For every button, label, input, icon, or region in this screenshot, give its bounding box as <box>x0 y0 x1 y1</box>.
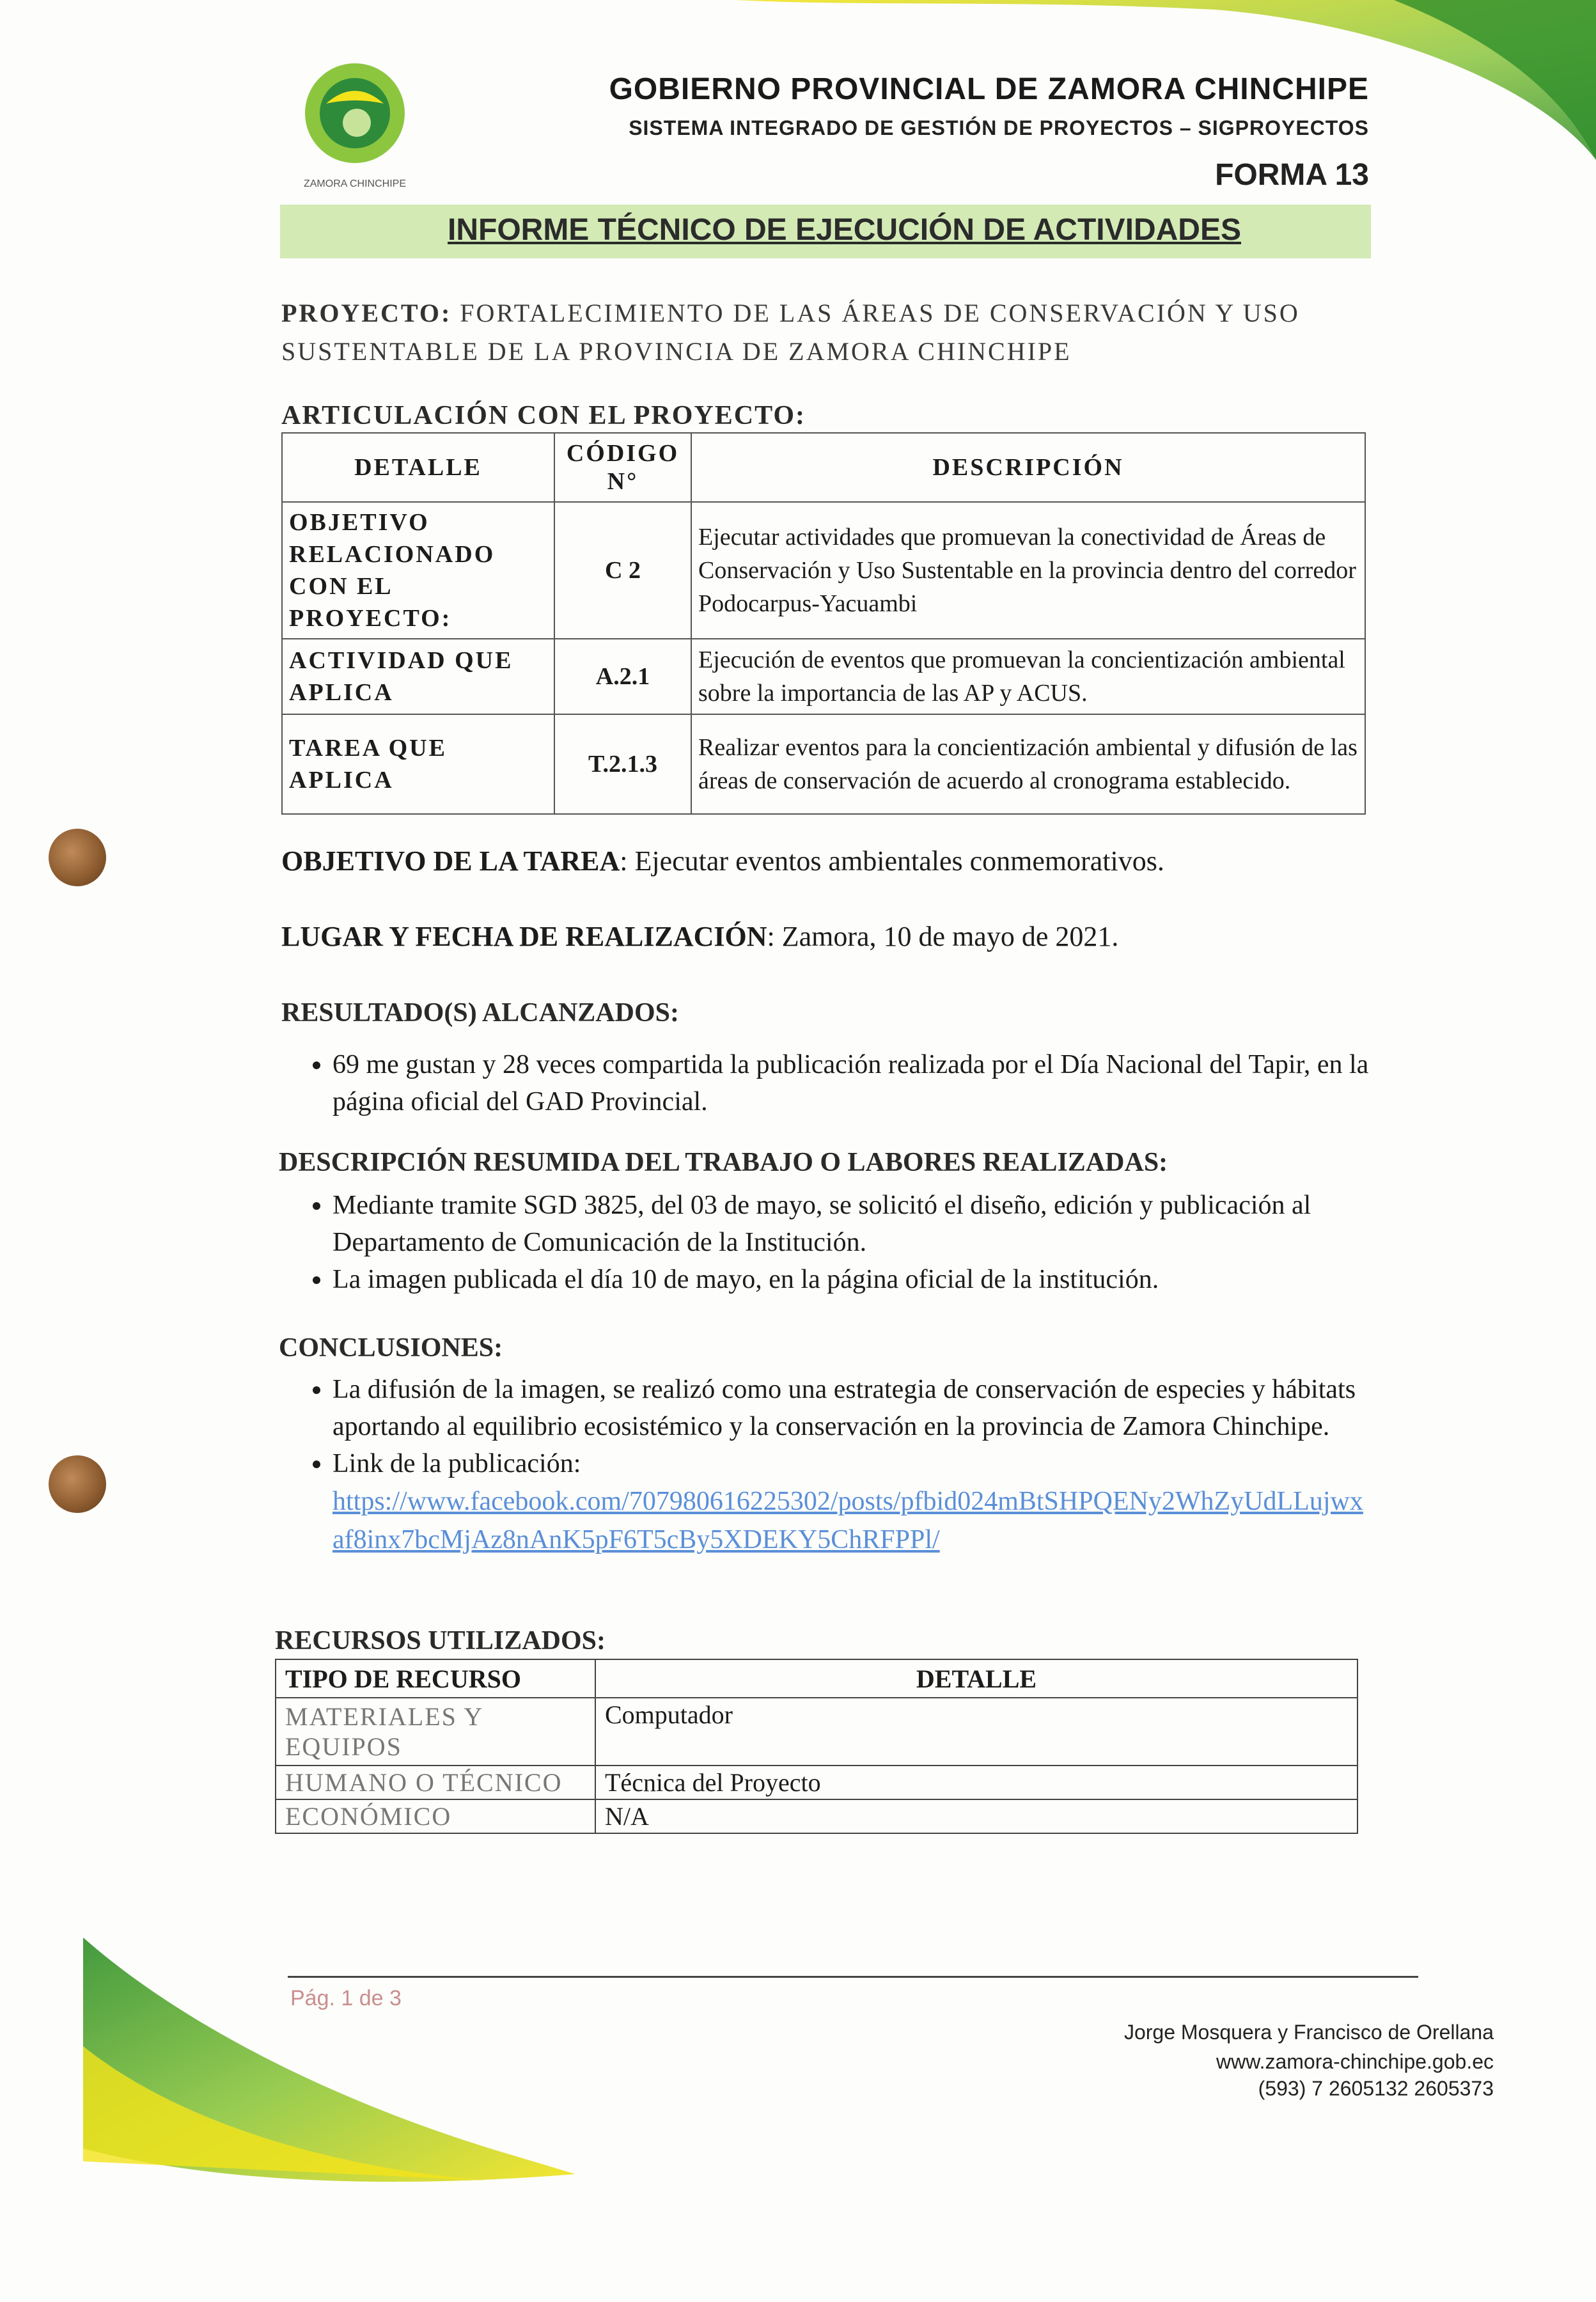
svg-text:ZAMORA CHINCHIPE: ZAMORA CHINCHIPE <box>303 178 407 189</box>
table-header-row <box>282 433 1365 502</box>
objective-label: OBJETIVO DE LA TAREA <box>281 845 620 877</box>
description-cell: Ejecución de eventos que promuevan la concientización ambiental sobre la importancia de las AP y ACUS. <box>691 639 1365 714</box>
table-row <box>282 502 1365 639</box>
place-and-date <box>281 918 1118 955</box>
conclusions-list <box>256 1371 1368 1559</box>
system-name: SISTEMA INTEGRADO DE GESTIÓN DE PROYECTOS – SIGPROYECTOS <box>629 116 1369 139</box>
list-item: • La difusión de la imagen, se realizó como una estrategia de conservación de especies y hábitats aportando al equilibrio ecosistémico y la conservación en la provincia de Zamora Chinchipe. <box>332 1371 1368 1445</box>
articulation-heading: ARTICULACIÓN CON EL PROYECTO: <box>281 401 806 430</box>
detail-cell: ACTIVIDAD QUE APLICA <box>282 639 554 714</box>
table-row <box>282 639 1365 714</box>
form-number: FORMA 13 <box>1215 158 1369 192</box>
footer-address: Jorge Mosquera y Francisco de Orellana <box>1123 2021 1494 2044</box>
page-number: Pág. 1 de 3 <box>290 1986 402 2010</box>
list-item: • La imagen publicada el día 10 de mayo, en la página oficial de la institución. <box>332 1261 1343 1298</box>
detail-cell: TAREA QUE APLICA <box>282 714 554 814</box>
description-cell: Realizar eventos para la concientización ambiental y difusión de las áreas de conservación de acuerdo al cronograma establecido. <box>691 714 1365 814</box>
column-header: DESCRIPCIÓN <box>691 433 1365 502</box>
resources-table <box>275 1659 1358 1834</box>
code-cell: A.2.1 <box>554 639 691 714</box>
articulation-table <box>281 432 1366 815</box>
column-header: TIPO DE RECURSO <box>276 1659 595 1698</box>
project-paragraph <box>281 294 1368 371</box>
results-list <box>256 1046 1381 1120</box>
binder-hole <box>49 829 106 886</box>
resources-heading: RECURSOS UTILIZADOS: <box>275 1626 606 1656</box>
objective-text: : Ejecutar eventos ambientales conmemorativos. <box>620 845 1164 877</box>
conclusions-heading: CONCLUSIONES: <box>279 1333 503 1363</box>
column-header: DETALLE <box>282 433 554 502</box>
resource-detail-cell: Computador <box>595 1698 1357 1766</box>
description-list <box>256 1187 1343 1298</box>
table-row <box>276 1799 1357 1833</box>
resource-type-cell: ECONÓMICO <box>276 1799 595 1833</box>
resource-type-cell: HUMANO O TÉCNICO <box>276 1766 595 1799</box>
resource-detail-cell: N/A <box>595 1799 1357 1833</box>
resource-type-cell: MATERIALES Y EQUIPOS <box>276 1698 595 1766</box>
detail-cell: OBJETIVO RELACIONADO CON EL PROYECTO: <box>282 502 554 639</box>
description-heading: DESCRIPCIÓN RESUMIDA DEL TRABAJO O LABORES REALIZADAS: <box>279 1148 1168 1177</box>
list-item: • 69 me gustan y 28 veces compartida la publicación realizada por el Día Nacional del Tapir, en la página oficial del GAD Provincial. <box>332 1046 1381 1120</box>
project-label: PROYECTO: <box>281 299 452 327</box>
column-header: DETALLE <box>595 1659 1357 1698</box>
project-text: FORTALECIMIENTO DE LAS ÁREAS DE CONSERVACIÓN Y USO SUSTENTABLE DE LA PROVINCIA DE ZAMORA CHINCHIPE <box>281 299 1300 366</box>
description-cell: Ejecutar actividades que promuevan la conectividad de Áreas de Conservación y Uso Sustentable en la provincia dentro del corredor Podocarpus-Yacuambi <box>691 502 1365 639</box>
table-row <box>276 1698 1357 1766</box>
results-heading: RESULTADO(S) ALCANZADOS: <box>281 998 679 1028</box>
publication-link[interactable]: https://www.facebook.com/707980616225302/posts/pfbid024mBtSHPQENy2WhZyUdLLujwxaf8inx7bcMjAz8nAnK5pF6T5cBy5XDEKY5ChRFPPl/ <box>332 1487 1363 1554</box>
org-name: GOBIERNO PROVINCIAL DE ZAMORA CHINCHIPE <box>609 72 1369 106</box>
column-header: CÓDIGO N° <box>554 433 691 502</box>
list-item <box>332 1445 1368 1559</box>
place-label: LUGAR Y FECHA DE REALIZACIÓN <box>281 921 767 952</box>
table-row <box>282 714 1365 814</box>
task-objective <box>281 843 1164 880</box>
code-cell: C 2 <box>554 502 691 639</box>
provincial-logo <box>281 52 441 212</box>
list-item: • Mediante tramite SGD 3825, del 03 de mayo, se solicitó el diseño, edición y publicación al Departamento de Comunicación de la Institución. <box>332 1187 1343 1261</box>
table-row <box>276 1766 1357 1799</box>
document-title: INFORME TÉCNICO DE EJECUCIÓN DE ACTIVIDADES <box>448 213 1241 247</box>
resource-detail-cell: Técnica del Proyecto <box>595 1766 1357 1799</box>
table-header-row <box>276 1659 1357 1698</box>
binder-hole <box>49 1455 106 1513</box>
footer-rule <box>288 1976 1418 1978</box>
place-text: : Zamora, 10 de mayo de 2021. <box>767 921 1119 952</box>
link-label: Link de la publicación: <box>332 1449 581 1478</box>
code-cell: T.2.1.3 <box>554 714 691 814</box>
footer-phone: (593) 7 2605132 2605373 <box>1258 2077 1494 2100</box>
footer-website: www.zamora-chinchipe.gob.ec <box>1216 2050 1494 2073</box>
